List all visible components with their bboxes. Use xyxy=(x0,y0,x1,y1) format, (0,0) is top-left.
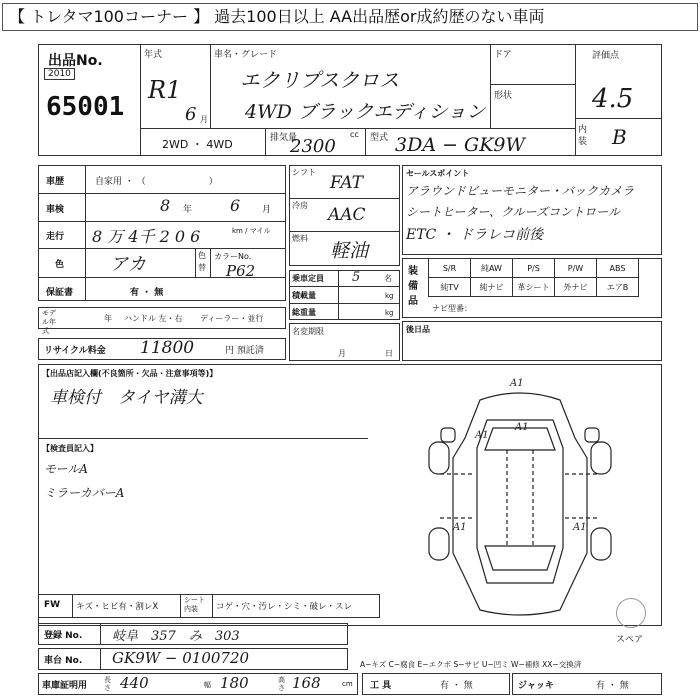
damage-mark: A1 xyxy=(475,430,489,441)
shift-label: シフト xyxy=(292,168,316,177)
capacity-value: 5 xyxy=(352,270,361,285)
car-rear-glass xyxy=(485,546,555,570)
history-label: 車歴 xyxy=(46,177,65,187)
year-value: R1 xyxy=(148,76,182,104)
spare-tire-icon xyxy=(616,598,646,628)
wheel-front-right xyxy=(591,442,611,474)
wheel-rear-right xyxy=(591,528,611,560)
fuel-label: 燃料 xyxy=(292,234,308,243)
damage-mark: A1 xyxy=(510,378,524,389)
notes-label: 【出品店記入欄(不良箇所・欠品・注意事項等)】 xyxy=(42,369,218,378)
disp-label: 排気量 xyxy=(270,133,298,143)
inspection-month-unit: 月 xyxy=(262,205,272,215)
cert-unit: cm xyxy=(342,680,353,688)
ac-label: 冷房 xyxy=(292,201,308,210)
recycle-unit: 円 預託済 xyxy=(225,346,264,356)
fuel-value: 軽油 xyxy=(330,240,369,262)
shift-value: FAT xyxy=(330,173,364,193)
wheel-front-left xyxy=(429,442,449,474)
sales-line-2: シートヒーター、クルーズコントロール xyxy=(406,205,620,219)
capacity-unit: 名 xyxy=(384,274,392,283)
equipment-genuine-tv: 純TV xyxy=(429,278,471,297)
fw-label: FW xyxy=(44,600,61,610)
reg-change-suffix: 日 xyxy=(385,349,393,358)
load-unit: kg xyxy=(385,292,394,300)
garage-cert-label: 車庫証明用 xyxy=(42,681,88,691)
disp-unit: cc xyxy=(350,130,359,139)
score-value: 4.5 xyxy=(592,84,634,114)
height-label: 高さ xyxy=(278,676,285,692)
model-value: 3DA − GK9W xyxy=(395,134,526,156)
model-year-label: モデル年式 xyxy=(42,309,56,335)
dealer-label: ディーラー・並行 xyxy=(200,314,264,323)
later-items-label: 後日品 xyxy=(406,325,430,334)
score-label: 評価点 xyxy=(592,51,620,61)
equipment-genuine-navi: 純ナビ xyxy=(471,278,513,297)
banner-title: 【 トレタマ100コーナー 】 過去100日以上 AA出品歴or成約歴のない車両 xyxy=(2,3,698,31)
year-unit: 年 xyxy=(104,314,112,323)
mileage-value: 8 万 4千 2 0 6 xyxy=(92,227,201,246)
grade: 4WD ブラックエディション xyxy=(245,101,486,123)
wheel-rear-left xyxy=(429,528,449,560)
equipment-ps: P/S xyxy=(513,259,555,278)
seat-label: シート内装 xyxy=(184,596,205,613)
equipment-airbag: エアB xyxy=(597,278,639,297)
model-label: 型式 xyxy=(370,133,389,143)
recycle-value: 11800 xyxy=(140,338,195,358)
spare-label: スペア xyxy=(616,635,644,645)
damage-mark: A1 xyxy=(573,522,587,533)
gross-unit: kg xyxy=(385,309,394,317)
equipment-aftermarket-navi: 外ナビ xyxy=(555,278,597,297)
equipment-table xyxy=(428,258,639,297)
reg-change-unit: 月 xyxy=(338,349,346,358)
inspector-label: 【検査員記入】 xyxy=(42,444,98,453)
sales-line-3: ETC ・ ドラレコ前後 xyxy=(406,227,544,243)
drive-label: 2WD ・ 4WD xyxy=(162,138,233,151)
recycle-label: リサイクル料金 xyxy=(44,346,106,356)
inspection-year: 8 xyxy=(160,196,171,215)
equipment-label: 装備品 xyxy=(408,266,418,307)
warranty-value: 有 ・ 無 xyxy=(130,288,164,298)
fw-text: キズ・ヒビ有・割レX xyxy=(76,602,159,612)
car-damage-diagram xyxy=(415,378,625,618)
equipment-pw: P/W xyxy=(555,259,597,278)
color-label: 色 xyxy=(55,260,65,270)
jack-value: 有 ・ 無 xyxy=(596,681,629,691)
height-value: 168 xyxy=(292,674,321,692)
interior-value: B xyxy=(612,125,627,149)
car-roof-outline xyxy=(477,420,563,583)
chassis-label: 車台 No. xyxy=(44,656,83,666)
registration-value: 岐阜 357 み 303 xyxy=(112,629,240,644)
length-label: 長さ xyxy=(104,676,111,692)
mileage-label: 走行 xyxy=(46,232,65,242)
disp-value: 2300 xyxy=(290,136,336,157)
jack-label: ジャッキ xyxy=(518,681,554,691)
shape-label: 形状 xyxy=(494,91,513,101)
color-change-label: 色替 xyxy=(198,251,206,272)
mileage-unit: km / マイル xyxy=(232,227,271,235)
warranty-label: 保証書 xyxy=(46,288,74,298)
ac-value: AAC xyxy=(328,205,366,225)
color-code-value: P62 xyxy=(226,262,256,280)
inspector-line-2: ミラーカバーA xyxy=(44,486,125,500)
listing-number: 65001 xyxy=(46,92,125,122)
year-badge: 2010 xyxy=(44,68,75,80)
mirror-left xyxy=(441,428,455,442)
listing-label: 出品No. xyxy=(48,53,103,69)
load-label: 積載量 xyxy=(292,291,316,300)
interior-label: 内装 xyxy=(578,125,588,147)
name-label: 車名・グレード xyxy=(214,50,278,60)
door-label: ドア xyxy=(494,50,512,60)
gross-label: 総重量 xyxy=(292,308,316,317)
later-items-block xyxy=(402,321,662,361)
equipment-abs: ABS xyxy=(597,259,639,278)
color-value: アカ xyxy=(110,254,146,275)
inspection-label: 車検 xyxy=(46,205,65,215)
month-suffix: 月 xyxy=(200,115,208,124)
sales-line-1: アラウンドビューモニター・バックカメラ xyxy=(406,184,635,198)
reg-change-label: 名変期限 xyxy=(292,327,324,336)
color-code-label: カラーNo. xyxy=(214,252,252,261)
navi-model-label: ナビ型番： xyxy=(432,304,472,313)
equipment-genuine-aw: 純AW xyxy=(471,259,513,278)
damage-mark: A1 xyxy=(453,522,467,533)
history-value: 自家用 ・ （ ） xyxy=(95,177,218,187)
mirror-right xyxy=(585,428,599,442)
damage-mark: A1 xyxy=(515,422,529,433)
registration-label: 登録 No. xyxy=(44,631,83,641)
damage-legend: A−キズ C−腐食 E−エクボ S−サビ U−凹ミ W−補修 XX−交換済 xyxy=(360,660,582,669)
month-value: 6 xyxy=(185,104,197,125)
car-name: エクリプスクロス xyxy=(240,68,400,92)
year-label: 年式 xyxy=(144,50,163,60)
inspection-year-unit: 年 xyxy=(183,205,193,215)
equipment-sr: S/R xyxy=(429,259,471,278)
width-value: 180 xyxy=(220,674,249,692)
inspector-line-1: モールA xyxy=(44,462,88,476)
width-label: 幅 xyxy=(204,681,211,689)
chassis-value: GK9W − 0100720 xyxy=(112,649,250,667)
inspection-month: 6 xyxy=(230,196,241,215)
sales-label: セールスポイント xyxy=(406,169,470,178)
notes-text: 車検付 タイヤ溝大 xyxy=(50,388,203,408)
capacity-label: 乗車定員 xyxy=(292,274,324,283)
length-value: 440 xyxy=(120,674,149,692)
equipment-leather-seat: 革シート xyxy=(513,278,555,297)
seat-text: コゲ・穴・汚レ・シミ・破レ・スレ xyxy=(216,602,353,612)
tools-label: 工 具 xyxy=(370,681,392,691)
tools-value: 有 ・ 無 xyxy=(440,681,473,691)
handle-label: ハンドル 左・右 xyxy=(124,314,183,323)
